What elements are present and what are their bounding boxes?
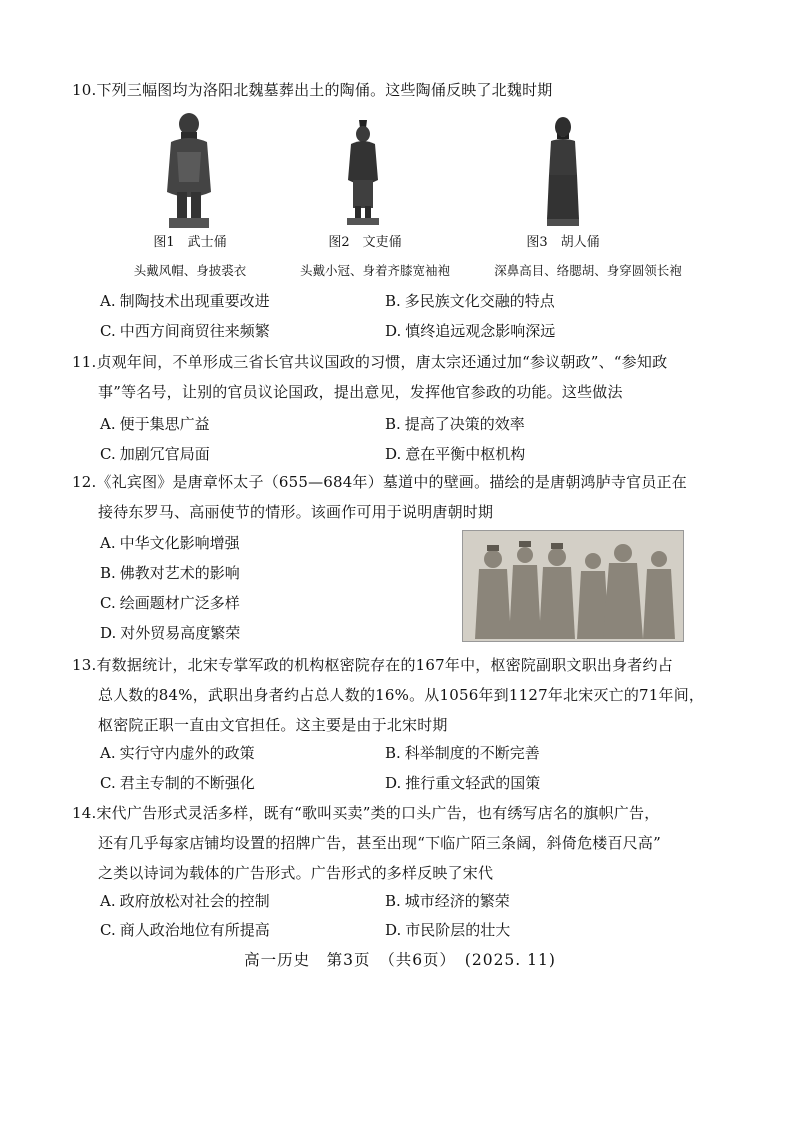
question-10-stem: [72, 75, 692, 105]
stem-line: 枢密院正职一直由文官担任。这主要是由于北宋时期: [98, 716, 448, 734]
stem-line: 《礼宾图》是唐章怀太子（655—684年）墓道中的壁画。描绘的是唐朝鸿胪寺官员正在: [96, 473, 687, 491]
question-number: 11.: [72, 353, 97, 371]
option-c[interactable]: [100, 772, 255, 794]
option-text: 实行守内虚外的政策: [119, 744, 255, 762]
option-b[interactable]: [385, 742, 540, 764]
option-text: 中华文化影响增强: [119, 534, 240, 552]
official-figurine-image: [345, 118, 381, 226]
option-letter: D.: [385, 322, 402, 340]
option-text: 君主专制的不断强化: [119, 774, 255, 792]
option-c[interactable]: [100, 320, 270, 342]
option-b[interactable]: [385, 290, 555, 312]
question-number: 10.: [72, 81, 97, 99]
option-a[interactable]: [100, 532, 240, 554]
figure-3-description: 深鼻高目、络腮胡、身穿圆领长袍: [494, 263, 682, 278]
option-text: 绘画题材广泛多样: [119, 594, 240, 612]
question-12-stem: [72, 467, 712, 527]
option-a[interactable]: [100, 413, 210, 435]
figure-1-description: 头戴风帽、身披裘衣: [133, 263, 247, 278]
option-a[interactable]: [100, 290, 270, 312]
figure-3-caption: 图3 胡人俑: [526, 235, 600, 250]
question-11-stem: [72, 347, 712, 407]
option-letter: A.: [100, 292, 116, 310]
option-letter: B.: [100, 564, 116, 582]
option-a[interactable]: [100, 890, 270, 912]
stem-line: 事”等名号，让别的官员议论国政，提出意见，发挥他官参政的功能。这些做法: [98, 383, 623, 401]
stem-line: 宋代广告形式灵活多样，既有“歌叫买卖”类的口头广告，也有绣写店名的旗帜广告，: [96, 804, 660, 822]
stem-line: 还有几乎每家店铺均设置的招牌广告，甚至出现“下临广陌三条阔，斜倚危楼百尺高”: [98, 834, 661, 852]
stem-line: 接待东罗马、高丽使节的情形。该画作可用于说明唐朝时期: [98, 503, 494, 521]
option-letter: D.: [385, 445, 402, 463]
option-c[interactable]: [100, 592, 240, 614]
figure-2-caption: 图2 文吏俑: [328, 235, 402, 250]
option-text: 市民阶层的壮大: [405, 921, 511, 939]
option-d[interactable]: [385, 320, 555, 342]
option-b[interactable]: [100, 562, 240, 584]
option-letter: D.: [100, 624, 117, 642]
option-text: 多民族文化交融的特点: [404, 292, 555, 310]
option-text: 推行重文轻武的国策: [405, 774, 541, 792]
option-text: 加剧冗官局面: [119, 445, 210, 463]
question-number: 12.: [72, 473, 97, 491]
option-letter: D.: [385, 921, 402, 939]
option-d[interactable]: [385, 772, 540, 794]
option-letter: C.: [100, 921, 116, 939]
stem-line: 有数据统计，北宋专掌军政的机构枢密院存在的167年中，枢密院副职文职出身者约占: [96, 656, 673, 674]
option-text: 中西方间商贸往来频繁: [119, 322, 270, 340]
option-letter: C.: [100, 322, 116, 340]
option-letter: B.: [385, 415, 401, 433]
option-letter: D.: [385, 774, 402, 792]
option-d[interactable]: [100, 622, 240, 644]
option-letter: C.: [100, 445, 116, 463]
option-letter: C.: [100, 774, 116, 792]
option-letter: A.: [100, 744, 116, 762]
question-13-stem: [72, 650, 712, 740]
option-b[interactable]: [385, 413, 525, 435]
option-letter: A.: [100, 534, 116, 552]
option-letter: C.: [100, 594, 116, 612]
question-14-stem: [72, 798, 722, 888]
figure-1-caption: 图1 武士俑: [153, 235, 227, 250]
option-text: 政府放松对社会的控制: [119, 892, 270, 910]
option-letter: B.: [385, 892, 401, 910]
foreigner-figurine-image: [545, 115, 581, 227]
option-d[interactable]: [385, 443, 525, 465]
option-c[interactable]: [100, 919, 270, 941]
option-text: 科举制度的不断完善: [404, 744, 540, 762]
option-letter: B.: [385, 292, 401, 310]
mural-image: [462, 530, 684, 642]
option-text: 制陶技术出现重要改进: [119, 292, 270, 310]
option-text: 意在平衡中枢机构: [405, 445, 526, 463]
figure-2-description: 头戴小冠、身着齐膝宽袖袍: [299, 263, 450, 278]
option-letter: A.: [100, 892, 116, 910]
option-c[interactable]: [100, 443, 210, 465]
option-letter: A.: [100, 415, 116, 433]
stem-line: 下列三幅图均为洛阳北魏墓葬出土的陶俑。这些陶俑反映了北魏时期: [96, 81, 553, 99]
option-b[interactable]: [385, 890, 510, 912]
option-text: 佛教对艺术的影响: [119, 564, 240, 582]
warrior-figurine-image: [163, 112, 215, 230]
stem-line: 总人数的84%，武职出身者约占总人数的16%。从1056年到1127年北宋灭亡的71年间，: [98, 686, 705, 704]
option-text: 城市经济的繁荣: [404, 892, 510, 910]
option-text: 提高了决策的效率: [404, 415, 525, 433]
option-text: 慎终追远观念影响深远: [405, 322, 556, 340]
option-text: 商人政治地位有所提高: [119, 921, 270, 939]
option-a[interactable]: [100, 742, 255, 764]
stem-line: 之类以诗词为载体的广告形式。广告形式的多样反映了宋代: [98, 864, 494, 882]
option-letter: B.: [385, 744, 401, 762]
option-text: 便于集思广益: [119, 415, 210, 433]
question-number: 14.: [72, 804, 97, 822]
stem-line: 贞观年间，不单形成三省长官共议国政的习惯，唐太宗还通过加“参议朝政”、“参知政: [96, 353, 668, 371]
question-number: 13.: [72, 656, 97, 674]
option-d[interactable]: [385, 919, 510, 941]
option-text: 对外贸易高度繁荣: [120, 624, 241, 642]
page-footer: 高一历史 第3页 （共6页） (2025. 11): [244, 951, 556, 969]
